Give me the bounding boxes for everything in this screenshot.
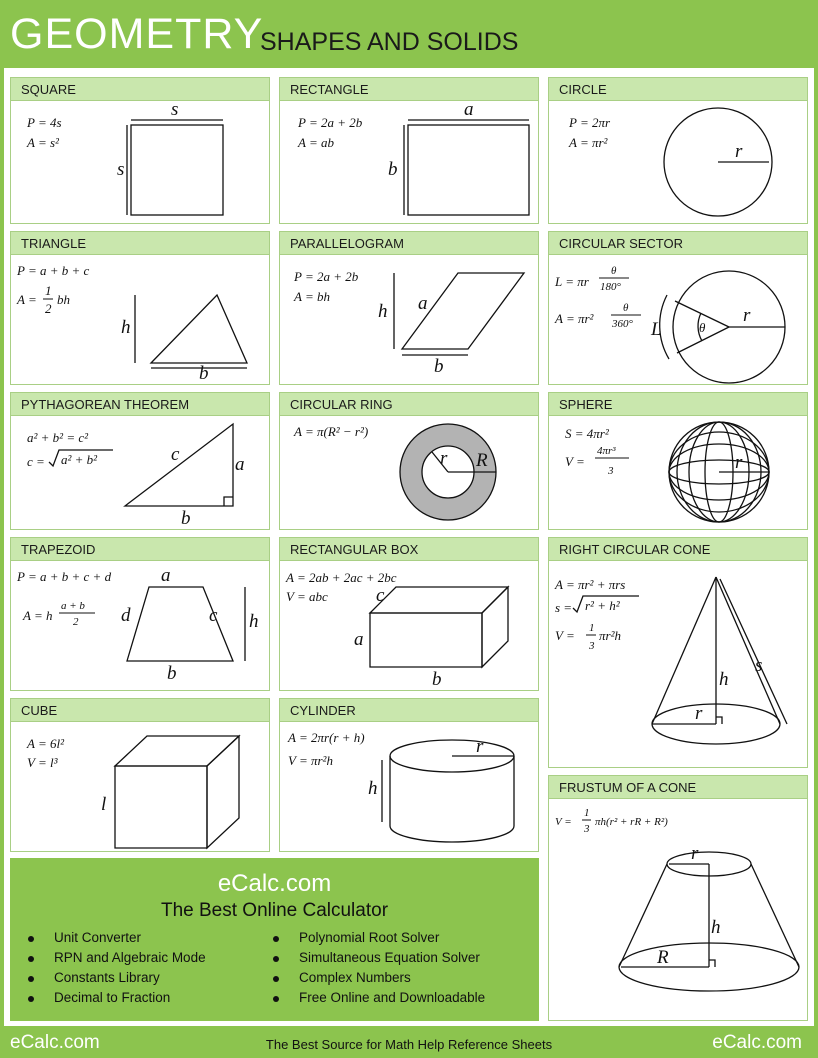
formula-theorem: a² + b² = c²	[27, 430, 89, 445]
svg-text:V =: V =	[565, 454, 585, 469]
formula-area: A = bh	[294, 289, 330, 304]
formula-area: A = s²	[27, 135, 59, 150]
svg-text:a² + b²: a² + b²	[61, 452, 98, 467]
svg-text:3: 3	[584, 823, 590, 835]
square-shape	[131, 125, 223, 215]
feature-item: Complex Numbers	[299, 970, 411, 985]
ring-diagram	[280, 416, 538, 529]
frustum-diagram	[549, 799, 807, 1020]
card-title: CIRCULAR SECTOR	[549, 232, 807, 255]
card-trapezoid	[10, 537, 270, 691]
formula-perimeter: P = 2a + 2b	[294, 269, 359, 284]
label-b: b	[434, 356, 444, 377]
card-title: FRUSTUM OF A CONE	[549, 776, 807, 799]
label-b: b	[199, 363, 209, 384]
rectangle-diagram	[280, 101, 538, 223]
svg-text:360°: 360°	[612, 318, 633, 330]
formula-area: A = πr² + πrs	[555, 577, 626, 592]
box-front	[370, 613, 482, 667]
svg-text:θ: θ	[611, 265, 617, 277]
label-a: a	[161, 565, 171, 586]
svg-text:θ: θ	[623, 302, 629, 314]
svg-text:3: 3	[589, 640, 595, 652]
label-h: h	[719, 669, 729, 690]
svg-text:180°: 180°	[600, 281, 621, 293]
svg-text:3: 3	[608, 465, 614, 477]
svg-text:1: 1	[589, 622, 595, 634]
cylinder-bottom	[390, 826, 514, 842]
card-title: PARALLELOGRAM	[280, 232, 538, 255]
label-c: c	[171, 444, 180, 465]
card-pythagorean	[10, 392, 270, 530]
label-c: c	[376, 585, 385, 606]
svg-text:L = πr: L = πr	[555, 274, 589, 289]
formula-perimeter: P = 4s	[27, 115, 62, 130]
card-title: CUBE	[11, 699, 269, 722]
card-parallelogram	[279, 231, 539, 385]
card-title: SPHERE	[549, 393, 807, 416]
formula-area: A = πr²	[569, 135, 608, 150]
rectangle-shape	[408, 125, 529, 215]
cube-diagram	[11, 722, 269, 851]
label-s-top: s	[171, 101, 179, 120]
page-subtitle: SHAPES AND SOLIDS	[260, 28, 519, 56]
cylinder-diagram	[280, 722, 538, 851]
promo-box	[10, 858, 539, 1021]
formula-perimeter: P = 2πr	[569, 115, 611, 130]
feature-item: Free Online and Downloadable	[299, 990, 486, 1005]
svg-text:r² + h²: r² + h²	[585, 598, 620, 613]
card-circular-sector	[548, 231, 808, 385]
card-title: TRIANGLE	[11, 232, 269, 255]
label-b: b	[181, 508, 191, 529]
card-circle	[548, 77, 808, 224]
svg-text:A = h: A = h	[23, 608, 53, 623]
label-c: c	[209, 605, 218, 626]
label-theta: θ	[699, 320, 706, 335]
svg-text:A =: A =	[17, 292, 37, 307]
formula-area: A = 2πr(r + h)	[288, 730, 365, 745]
label-r: r	[476, 736, 484, 757]
formula-perimeter: P = a + b + c + d	[17, 569, 112, 584]
formula-area: A = π(R² − r²)	[294, 424, 369, 439]
svg-text:πh(r² + rR + R²): πh(r² + rR + R²)	[595, 816, 668, 828]
page-title: GEOMETRY	[10, 10, 264, 58]
label-R: R	[476, 450, 488, 471]
card-frustum	[548, 775, 808, 1021]
box-top	[370, 587, 508, 613]
page-footer	[0, 1026, 818, 1058]
svg-text:a + b: a + b	[61, 600, 85, 612]
card-rectangle	[279, 77, 539, 224]
label-h: h	[711, 917, 721, 938]
card-triangle	[10, 231, 270, 385]
formula-volume: V = πr²h	[288, 753, 333, 768]
card-rectangular-box	[279, 537, 539, 691]
label-r: r	[440, 448, 448, 469]
formula-perimeter: P = 2a + 2b	[298, 115, 363, 130]
box-diagram	[280, 561, 538, 690]
formula-volume: V = l³	[27, 755, 58, 770]
svg-text:2: 2	[73, 616, 79, 628]
svg-text:s =: s =	[555, 600, 573, 615]
promo-tagline: The Best Online Calculator	[160, 900, 389, 921]
feature-item: Unit Converter	[54, 930, 142, 945]
formula-surface: S = 4πr²	[565, 426, 609, 441]
promo-site-link[interactable]: eCalc.com	[217, 870, 332, 897]
formula-area: A = 2ab + 2ac + 2bc	[286, 570, 397, 585]
feature-item: Constants Library	[54, 970, 160, 985]
circle-diagram	[549, 101, 807, 223]
feature-item: Simultaneous Equation Solver	[299, 950, 480, 965]
card-title: TRAPEZOID	[11, 538, 269, 561]
footer-tagline: The Best Source for Math Help Reference Sheets	[265, 1037, 553, 1052]
card-title: PYTHAGOREAN THEOREM	[11, 393, 269, 416]
label-r: r	[695, 703, 703, 724]
svg-text:2: 2	[45, 301, 52, 316]
svg-text:A = πr²: A = πr²	[555, 311, 594, 326]
formula-perimeter: P = a + b + c	[17, 263, 90, 278]
svg-text:V =: V =	[555, 816, 572, 828]
right-triangle-shape	[125, 424, 233, 506]
cube-top	[115, 736, 239, 766]
label-h: h	[368, 778, 378, 799]
card-square	[10, 77, 270, 224]
card-sphere	[548, 392, 808, 530]
svg-text:4πr³: 4πr³	[597, 445, 616, 457]
formula-area: A = ab	[298, 135, 334, 150]
label-h: h	[378, 301, 388, 322]
triangle-diagram	[11, 255, 269, 384]
label-a: a	[354, 629, 364, 650]
footer-site-link[interactable]: eCalc.com	[10, 1032, 100, 1053]
label-a: a	[235, 454, 245, 475]
sphere-diagram	[549, 416, 807, 529]
svg-text:V =: V =	[555, 628, 575, 643]
card-right-circular-cone	[548, 537, 808, 768]
card-cylinder	[279, 698, 539, 852]
label-L: L	[651, 319, 662, 340]
sector-diagram	[549, 255, 807, 384]
label-r: r	[735, 141, 743, 162]
label-r: r	[735, 452, 743, 473]
label-a: a	[464, 101, 474, 120]
square-diagram	[11, 101, 269, 223]
formula-area: A = 6l²	[27, 736, 64, 751]
label-h: h	[249, 611, 259, 632]
label-l: l	[101, 794, 107, 815]
label-b: b	[388, 159, 398, 180]
svg-text:bh: bh	[57, 292, 70, 307]
label-b: b	[432, 669, 442, 690]
cone-diagram	[549, 561, 807, 767]
label-a: a	[418, 293, 428, 314]
svg-text:1: 1	[584, 807, 590, 819]
footer-site-link[interactable]: eCalc.com	[712, 1032, 802, 1053]
svg-text:1: 1	[45, 283, 52, 298]
feature-item: Polynomial Root Solver	[299, 930, 440, 945]
box-side	[482, 587, 508, 667]
card-title: SQUARE	[11, 78, 269, 101]
card-title: CYLINDER	[280, 699, 538, 722]
label-r: r	[691, 843, 699, 864]
card-circular-ring	[279, 392, 539, 530]
page-header	[0, 0, 818, 68]
card-title: RECTANGLE	[280, 78, 538, 101]
feature-item: Decimal to Fraction	[54, 990, 171, 1005]
svg-text:c =: c =	[27, 454, 45, 469]
formula-volume: V = abc	[286, 589, 328, 604]
label-s: s	[755, 655, 763, 676]
label-b: b	[167, 663, 177, 684]
card-cube	[10, 698, 270, 852]
card-title: RECTANGULAR BOX	[280, 538, 538, 561]
cube-side	[207, 736, 239, 848]
card-title: CIRCULAR RING	[280, 393, 538, 416]
trapezoid-diagram	[11, 561, 269, 690]
label-d: d	[121, 605, 131, 626]
card-title: RIGHT CIRCULAR CONE	[549, 538, 807, 561]
triangle-shape	[151, 295, 247, 363]
cube-front	[115, 766, 207, 848]
label-s-left: s	[117, 159, 125, 180]
svg-text:πr²h: πr²h	[599, 628, 621, 643]
label-r: r	[743, 305, 751, 326]
feature-item: RPN and Algebraic Mode	[54, 950, 206, 965]
label-h: h	[121, 317, 131, 338]
label-R: R	[657, 947, 669, 968]
pythagorean-diagram	[11, 416, 269, 529]
card-title: CIRCLE	[549, 78, 807, 101]
parallelogram-diagram	[280, 255, 538, 384]
